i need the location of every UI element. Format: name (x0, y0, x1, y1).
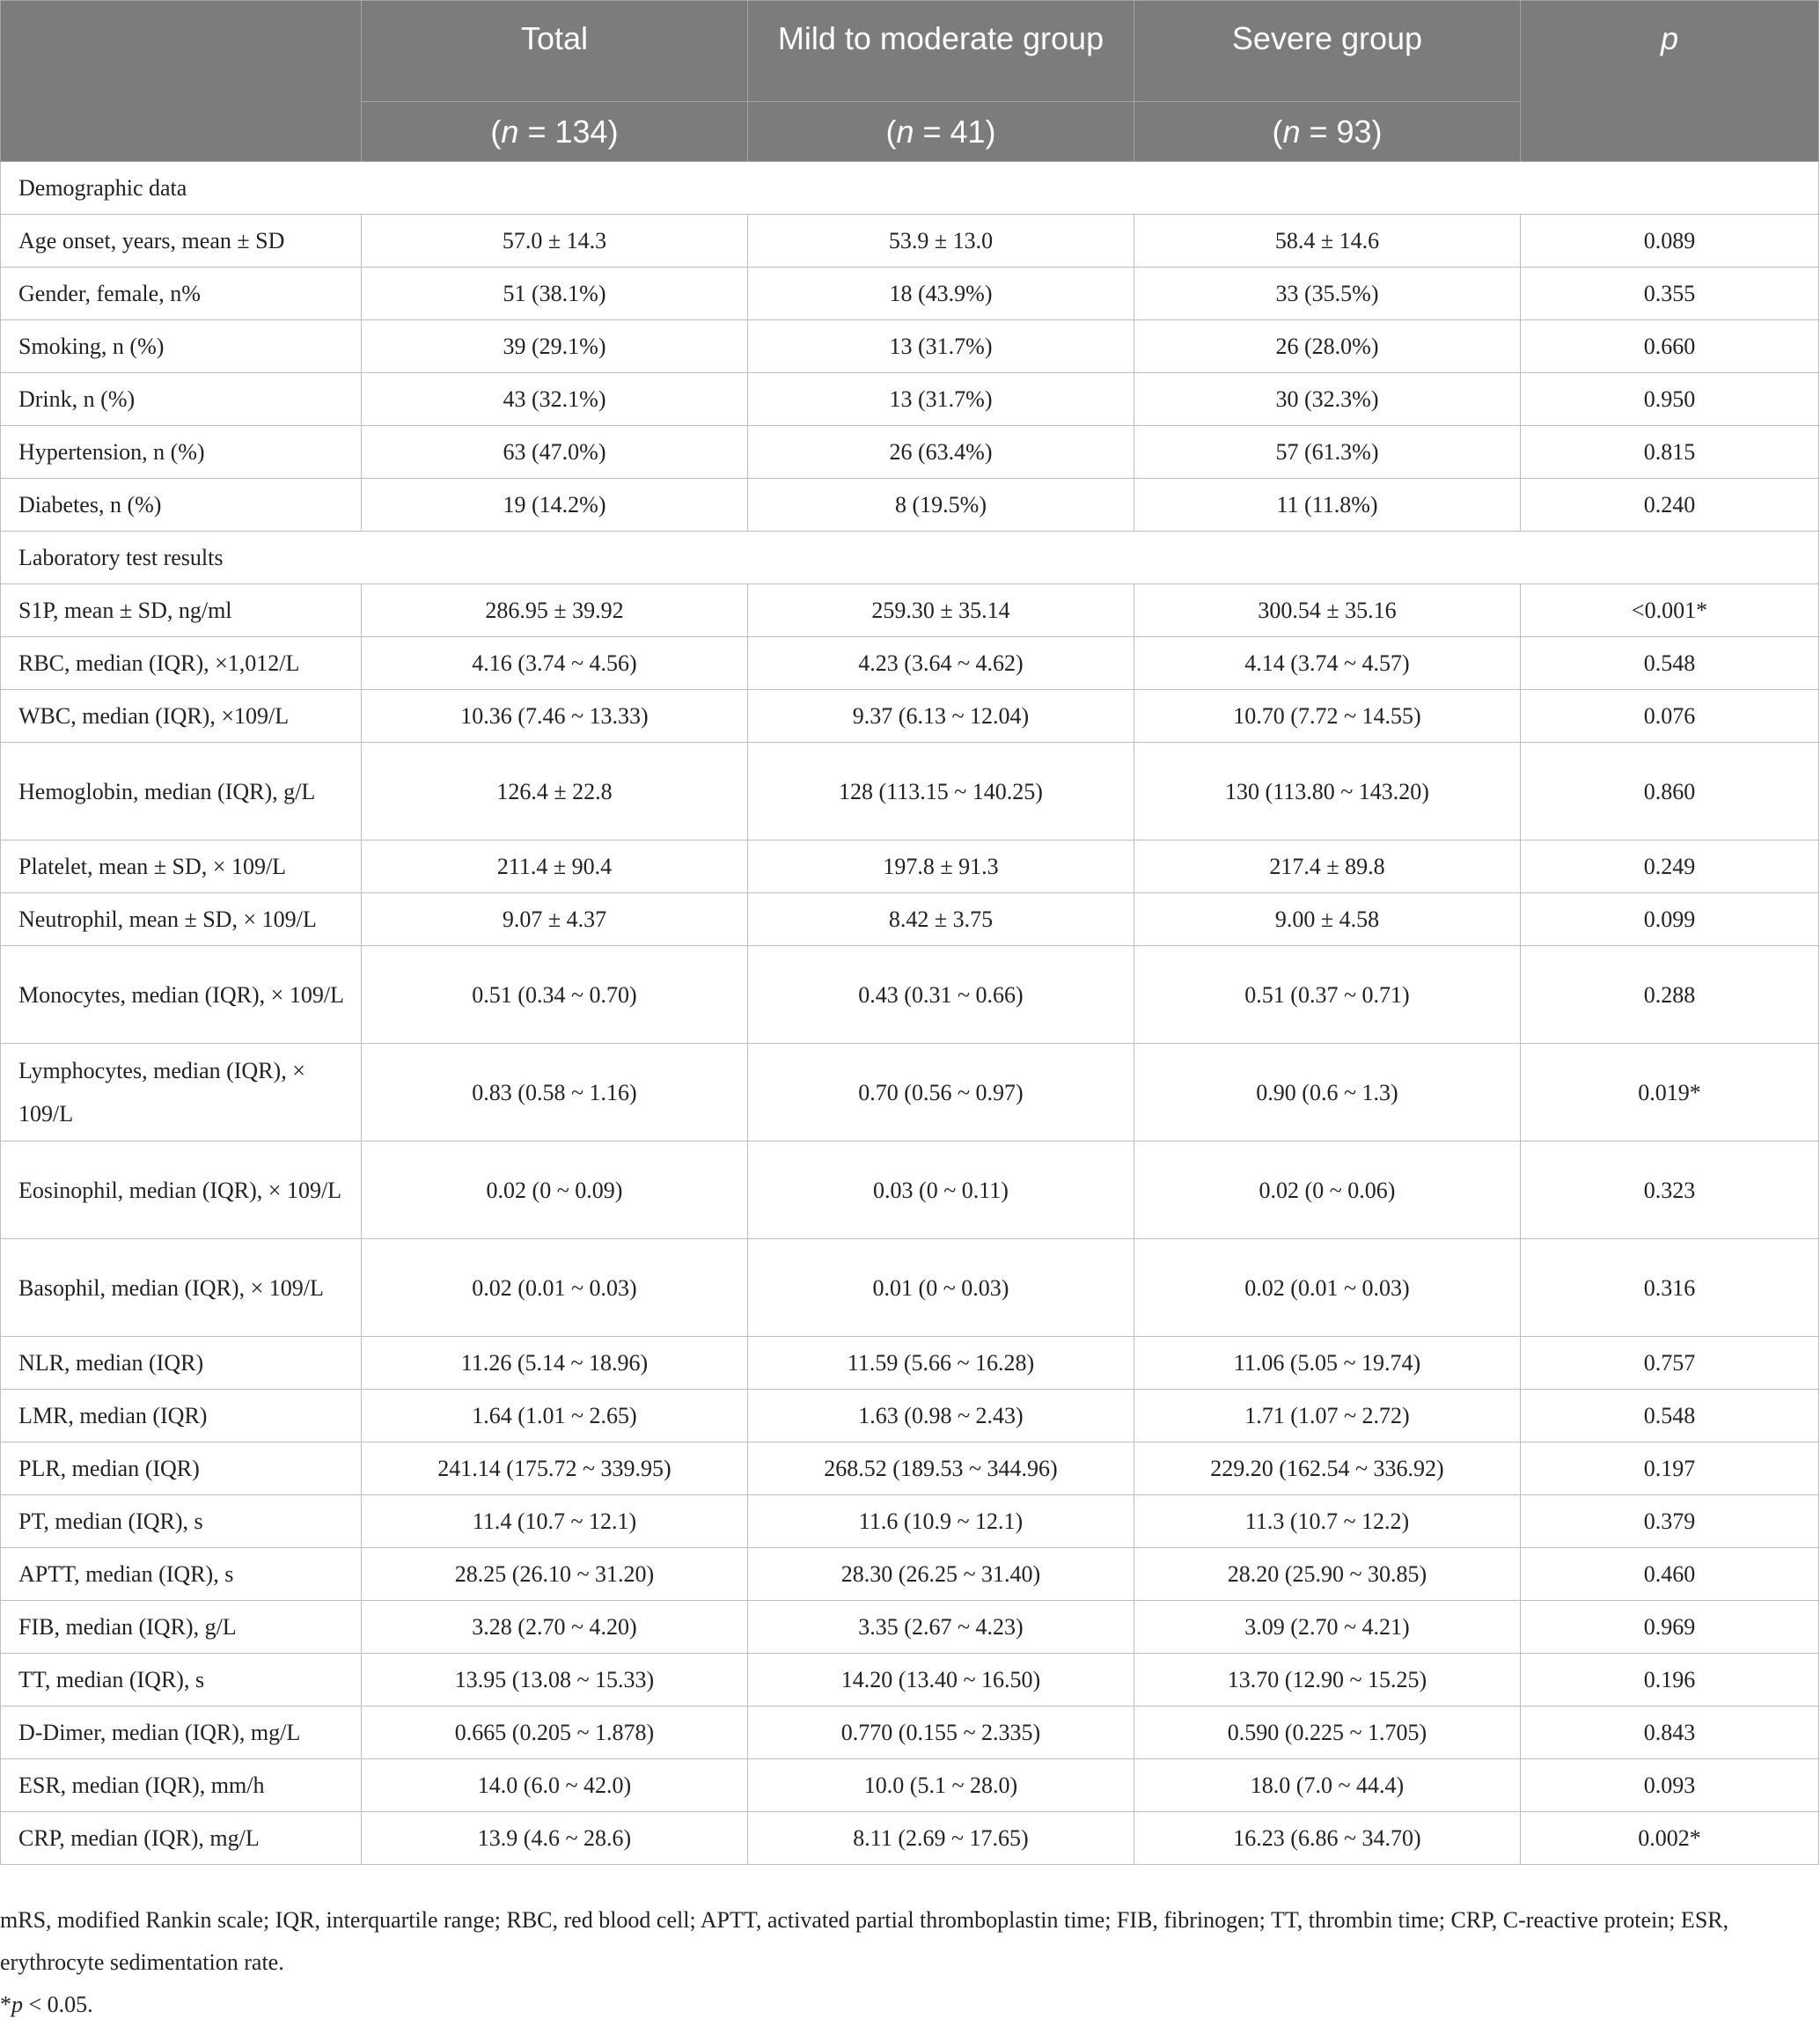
row-label: CRP, median (IQR), mg/L (1, 1812, 362, 1865)
footnote-abbreviations: mRS, modified Rankin scale; IQR, interquartile range; RBC, red blood cell; APTT, activated partial thromboplastin time; FIB, fibrinogen; TT, thrombin time; CRP, C-reactive protein; ESR, erythrocyte sedimentation rate. (0, 1907, 1729, 1975)
cell-severe: 16.23 (6.86 ~ 34.70) (1134, 1812, 1521, 1865)
row-label: LMR, median (IQR) (1, 1390, 362, 1442)
cell-mild: 8.11 (2.69 ~ 17.65) (748, 1812, 1134, 1865)
cell-total: 1.64 (1.01 ~ 2.65) (362, 1390, 748, 1442)
row-label: Lymphocytes, median (IQR), × 109/L (1, 1044, 362, 1141)
cell-mild: 11.6 (10.9 ~ 12.1) (748, 1495, 1134, 1548)
table-row (1, 840, 1819, 893)
row-label: WBC, median (IQR), ×109/L (1, 690, 362, 743)
row-label: APTT, median (IQR), s (1, 1548, 362, 1601)
cell-total: 4.16 (3.74 ~ 4.56) (362, 637, 748, 690)
cell-severe: 4.14 (3.74 ~ 4.57) (1134, 637, 1521, 690)
cell-total: 9.07 ± 4.37 (362, 893, 748, 946)
cell-total: 39 (29.1%) (362, 320, 748, 373)
cell-mild: 0.70 (0.56 ~ 0.97) (748, 1044, 1134, 1141)
cell-mild: 28.30 (26.25 ~ 31.40) (748, 1548, 1134, 1601)
cell-mild: 259.30 ± 35.14 (748, 584, 1134, 637)
cell-p-value: 0.815 (1521, 426, 1819, 479)
cell-total: 28.25 (26.10 ~ 31.20) (362, 1548, 748, 1601)
row-label: S1P, mean ± SD, ng/ml (1, 584, 362, 637)
cell-mild: 197.8 ± 91.3 (748, 840, 1134, 893)
row-label: ESR, median (IQR), mm/h (1, 1759, 362, 1812)
cell-mild: 11.59 (5.66 ~ 16.28) (748, 1337, 1134, 1390)
cell-total: 13.9 (4.6 ~ 28.6) (362, 1812, 748, 1865)
cell-total: 57.0 ± 14.3 (362, 215, 748, 268)
cell-mild: 8 (19.5%) (748, 479, 1134, 532)
row-label: Neutrophil, mean ± SD, × 109/L (1, 893, 362, 946)
table-row (1, 426, 1819, 479)
cell-mild: 0.770 (0.155 ~ 2.335) (748, 1707, 1134, 1759)
cell-p-value: 0.076 (1521, 690, 1819, 743)
cell-severe: 10.70 (7.72 ~ 14.55) (1134, 690, 1521, 743)
cell-p-value: 0.843 (1521, 1707, 1819, 1759)
table-row (1, 268, 1819, 320)
cell-severe: 3.09 (2.70 ~ 4.21) (1134, 1601, 1521, 1654)
cell-severe: 0.02 (0.01 ~ 0.03) (1134, 1239, 1521, 1337)
cell-total: 0.02 (0 ~ 0.09) (362, 1141, 748, 1239)
cell-severe: 11 (11.8%) (1134, 479, 1521, 532)
cell-p-value: 0.460 (1521, 1548, 1819, 1601)
cell-severe: 28.20 (25.90 ~ 30.85) (1134, 1548, 1521, 1601)
cell-total: 19 (14.2%) (362, 479, 748, 532)
cell-total: 11.4 (10.7 ~ 12.1) (362, 1495, 748, 1548)
cell-total: 43 (32.1%) (362, 373, 748, 426)
cell-total: 126.4 ± 22.8 (362, 743, 748, 840)
cell-total: 0.665 (0.205 ~ 1.878) (362, 1707, 748, 1759)
cell-p-value: 0.197 (1521, 1442, 1819, 1495)
table-row (1, 1390, 1819, 1442)
n-severe-value: 93 (1336, 113, 1372, 150)
header-total: Total (362, 1, 748, 102)
table-row (1, 1707, 1819, 1759)
row-label: NLR, median (IQR) (1, 1337, 362, 1390)
cell-p-value: 0.288 (1521, 946, 1819, 1044)
cell-p-value: <0.001* (1521, 584, 1819, 637)
cell-severe: 217.4 ± 89.8 (1134, 840, 1521, 893)
table-body (1, 162, 1819, 1865)
table-row (1, 1044, 1819, 1141)
cell-mild: 4.23 (3.64 ~ 4.62) (748, 637, 1134, 690)
header-blank-cell (1, 1, 362, 162)
row-label: TT, median (IQR), s (1, 1654, 362, 1707)
table-row (1, 1495, 1819, 1548)
cell-total: 14.0 (6.0 ~ 42.0) (362, 1759, 748, 1812)
cell-severe: 130 (113.80 ~ 143.20) (1134, 743, 1521, 840)
cell-severe: 30 (32.3%) (1134, 373, 1521, 426)
table-row (1, 584, 1819, 637)
cell-severe: 18.0 (7.0 ~ 44.4) (1134, 1759, 1521, 1812)
row-label: FIB, median (IQR), g/L (1, 1601, 362, 1654)
cell-mild: 0.43 (0.31 ~ 0.66) (748, 946, 1134, 1044)
row-label: Basophil, median (IQR), × 109/L (1, 1239, 362, 1337)
cell-p-value: 0.548 (1521, 637, 1819, 690)
row-label: Hypertension, n (%) (1, 426, 362, 479)
cell-p-value: 0.093 (1521, 1759, 1819, 1812)
cell-severe: 13.70 (12.90 ~ 15.25) (1134, 1654, 1521, 1707)
cell-mild: 3.35 (2.67 ~ 4.23) (748, 1601, 1134, 1654)
section-row (1, 532, 1819, 584)
cell-mild: 8.42 ± 3.75 (748, 893, 1134, 946)
cell-p-value: 0.950 (1521, 373, 1819, 426)
cell-p-value: 0.002* (1521, 1812, 1819, 1865)
row-label: Drink, n (%) (1, 373, 362, 426)
cell-mild: 14.20 (13.40 ~ 16.50) (748, 1654, 1134, 1707)
table-row (1, 1812, 1819, 1865)
cell-p-value: 0.355 (1521, 268, 1819, 320)
cell-severe: 33 (35.5%) (1134, 268, 1521, 320)
row-label: Gender, female, n% (1, 268, 362, 320)
cell-p-value: 0.969 (1521, 1601, 1819, 1654)
section-title: Laboratory test results (1, 532, 1819, 584)
cell-p-value: 0.757 (1521, 1337, 1819, 1390)
table-row (1, 743, 1819, 840)
row-label: PT, median (IQR), s (1, 1495, 362, 1548)
cell-p-value: 0.019* (1521, 1044, 1819, 1141)
header-severe: Severe group (1134, 1, 1521, 102)
row-label: Eosinophil, median (IQR), × 109/L (1, 1141, 362, 1239)
header-n-mild: (n = 41) (748, 102, 1134, 162)
cell-mild: 9.37 (6.13 ~ 12.04) (748, 690, 1134, 743)
cell-mild: 26 (63.4%) (748, 426, 1134, 479)
row-label: Diabetes, n (%) (1, 479, 362, 532)
cell-p-value: 0.379 (1521, 1495, 1819, 1548)
cell-severe: 0.02 (0 ~ 0.06) (1134, 1141, 1521, 1239)
cell-severe: 11.3 (10.7 ~ 12.2) (1134, 1495, 1521, 1548)
cell-total: 0.51 (0.34 ~ 0.70) (362, 946, 748, 1044)
table-row (1, 479, 1819, 532)
cell-mild: 0.03 (0 ~ 0.11) (748, 1141, 1134, 1239)
table-row (1, 1759, 1819, 1812)
table-row (1, 1654, 1819, 1707)
cell-p-value: 0.860 (1521, 743, 1819, 840)
cell-severe: 1.71 (1.07 ~ 2.72) (1134, 1390, 1521, 1442)
footnote-significance (0, 1984, 1818, 2026)
table-row (1, 1141, 1819, 1239)
row-label: Hemoglobin, median (IQR), g/L (1, 743, 362, 840)
cell-severe: 300.54 ± 35.16 (1134, 584, 1521, 637)
cell-p-value: 0.316 (1521, 1239, 1819, 1337)
section-row (1, 162, 1819, 215)
cell-total: 3.28 (2.70 ~ 4.20) (362, 1601, 748, 1654)
header-n-severe: (n = 93) (1134, 102, 1521, 162)
cell-total: 211.4 ± 90.4 (362, 840, 748, 893)
row-label: RBC, median (IQR), ×1,012/L (1, 637, 362, 690)
cell-severe: 58.4 ± 14.6 (1134, 215, 1521, 268)
cell-severe: 57 (61.3%) (1134, 426, 1521, 479)
cell-mild: 10.0 (5.1 ~ 28.0) (748, 1759, 1134, 1812)
cell-mild: 0.01 (0 ~ 0.03) (748, 1239, 1134, 1337)
cell-total: 13.95 (13.08 ~ 15.33) (362, 1654, 748, 1707)
cell-mild: 13 (31.7%) (748, 373, 1134, 426)
cell-total: 241.14 (175.72 ~ 339.95) (362, 1442, 748, 1495)
cell-p-value: 0.548 (1521, 1390, 1819, 1442)
table-row (1, 1239, 1819, 1337)
cell-p-value: 0.089 (1521, 215, 1819, 268)
table-row (1, 1548, 1819, 1601)
n-mild-value: 41 (950, 113, 986, 150)
table-row (1, 320, 1819, 373)
row-label: Monocytes, median (IQR), × 109/L (1, 946, 362, 1044)
cell-severe: 26 (28.0%) (1134, 320, 1521, 373)
table-row (1, 1601, 1819, 1654)
header-row (1, 1, 1819, 102)
cell-total: 51 (38.1%) (362, 268, 748, 320)
cell-total: 0.83 (0.58 ~ 1.16) (362, 1044, 748, 1141)
table-row (1, 215, 1819, 268)
cell-severe: 0.51 (0.37 ~ 0.71) (1134, 946, 1521, 1044)
cell-p-value: 0.249 (1521, 840, 1819, 893)
table-row (1, 637, 1819, 690)
cell-total: 286.95 ± 39.92 (362, 584, 748, 637)
table-row (1, 1337, 1819, 1390)
cell-p-value: 0.660 (1521, 320, 1819, 373)
header-p: p (1521, 1, 1819, 162)
table-row (1, 893, 1819, 946)
cell-severe: 0.90 (0.6 ~ 1.3) (1134, 1044, 1521, 1141)
section-title: Demographic data (1, 162, 1819, 215)
row-label: PLR, median (IQR) (1, 1442, 362, 1495)
footnote-asterisk: * (0, 1992, 11, 2017)
row-label: D-Dimer, median (IQR), mg/L (1, 1707, 362, 1759)
cell-severe: 229.20 (162.54 ~ 336.92) (1134, 1442, 1521, 1495)
cell-severe: 9.00 ± 4.58 (1134, 893, 1521, 946)
footnote-threshold: < 0.05. (23, 1992, 93, 2017)
cell-mild: 53.9 ± 13.0 (748, 215, 1134, 268)
cell-p-value: 0.240 (1521, 479, 1819, 532)
footnote-p-symbol: p (11, 1992, 23, 2017)
cell-mild: 1.63 (0.98 ~ 2.43) (748, 1390, 1134, 1442)
cell-mild: 13 (31.7%) (748, 320, 1134, 373)
cell-total: 0.02 (0.01 ~ 0.03) (362, 1239, 748, 1337)
cell-mild: 128 (113.15 ~ 140.25) (748, 743, 1134, 840)
cell-p-value: 0.099 (1521, 893, 1819, 946)
n-total-value: 134 (554, 113, 608, 150)
cell-total: 10.36 (7.46 ~ 13.33) (362, 690, 748, 743)
cell-p-value: 0.196 (1521, 1654, 1819, 1707)
table-row (1, 690, 1819, 743)
row-label: Age onset, years, mean ± SD (1, 215, 362, 268)
header-n-total: (n = 134) (362, 102, 748, 162)
cell-severe: 0.590 (0.225 ~ 1.705) (1134, 1707, 1521, 1759)
table-header (1, 1, 1819, 162)
cell-severe: 11.06 (5.05 ~ 19.74) (1134, 1337, 1521, 1390)
cell-total: 11.26 (5.14 ~ 18.96) (362, 1337, 748, 1390)
row-label: Smoking, n (%) (1, 320, 362, 373)
cell-mild: 18 (43.9%) (748, 268, 1134, 320)
header-mild: Mild to moderate group (748, 1, 1134, 102)
table-row (1, 1442, 1819, 1495)
row-label: Platelet, mean ± SD, × 109/L (1, 840, 362, 893)
cell-mild: 268.52 (189.53 ~ 344.96) (748, 1442, 1134, 1495)
table-row (1, 946, 1819, 1044)
cell-total: 63 (47.0%) (362, 426, 748, 479)
table-row (1, 373, 1819, 426)
cell-p-value: 0.323 (1521, 1141, 1819, 1239)
table-footnote (0, 1899, 1818, 2026)
